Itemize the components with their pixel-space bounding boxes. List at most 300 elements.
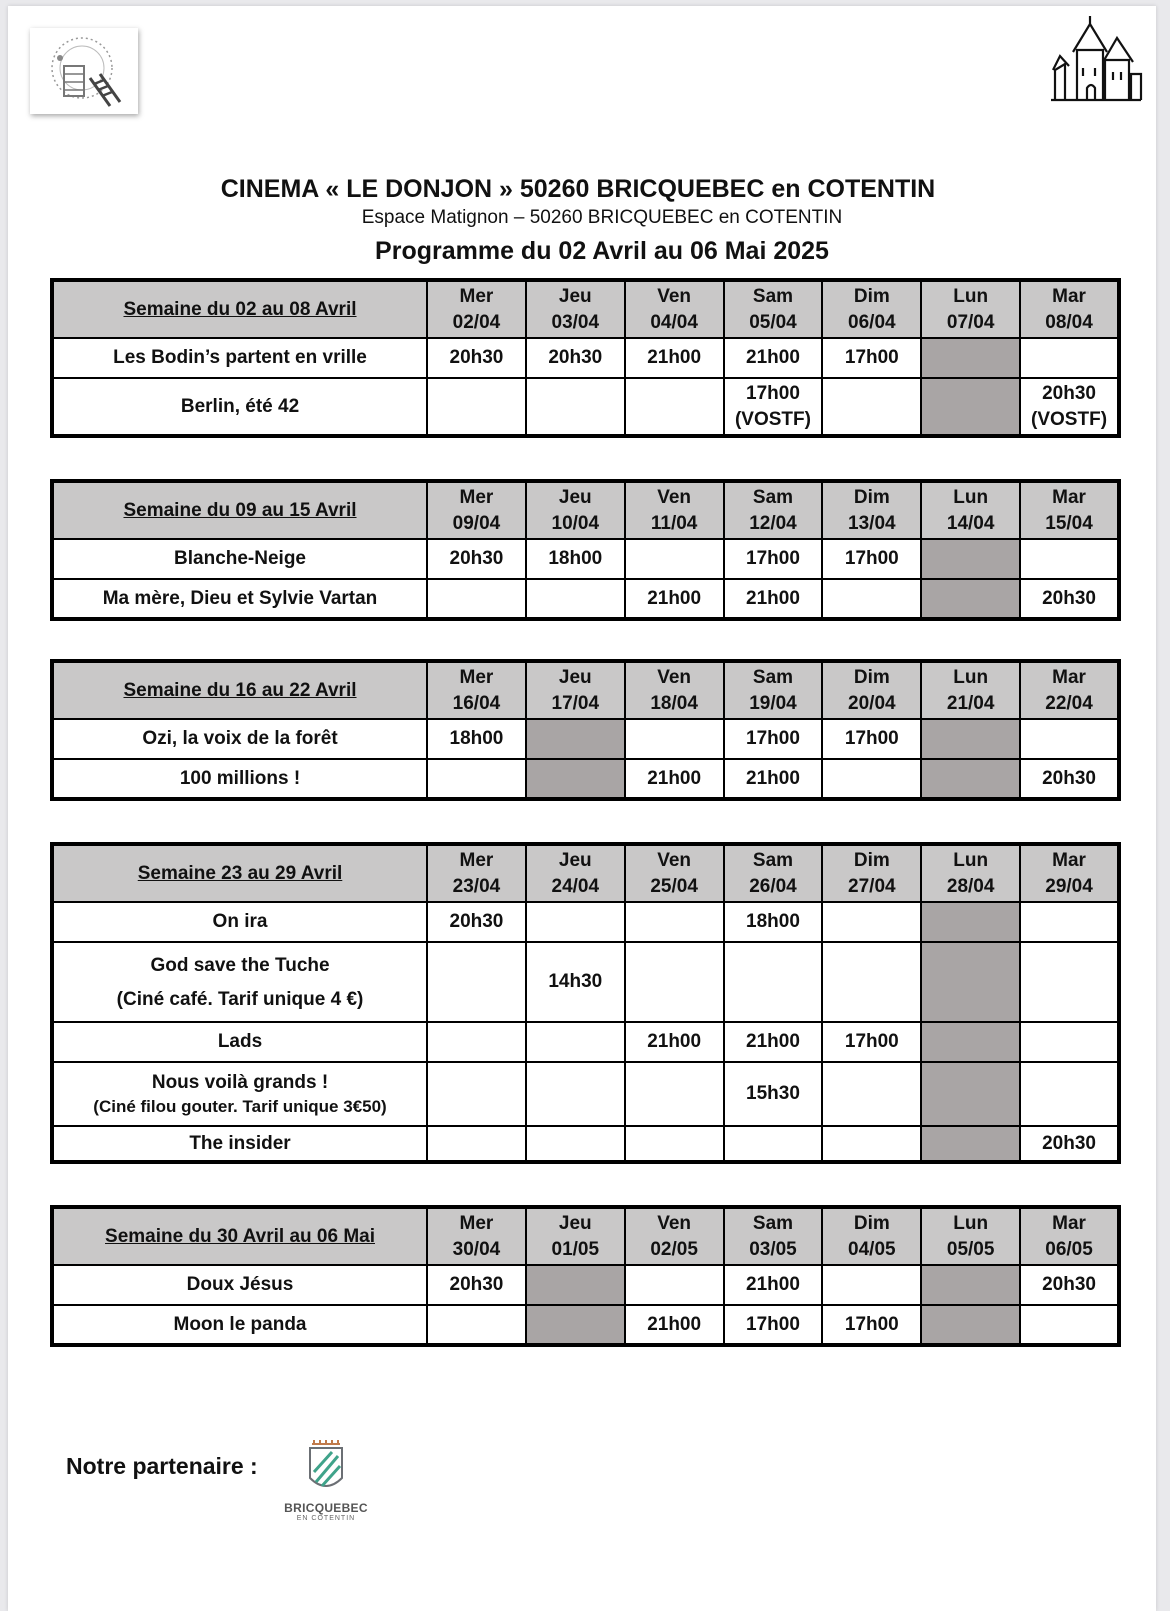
day-header [427,844,526,902]
showtime-cell [724,942,823,1022]
showtime-cell [526,902,625,942]
showtime-cell [427,942,526,1022]
showtime-cell [1020,1126,1119,1162]
showtime-cell [822,1305,921,1345]
day-date: 03/04 [551,311,600,333]
showtime-cell [427,902,526,942]
day-header [921,844,1020,902]
showtime: 20h30 [449,1274,504,1295]
showtime: 20h30 [449,347,504,368]
day-header [724,661,823,719]
day-name: Lun [953,849,989,871]
film-title: On ira [212,911,268,932]
film-cell [52,1265,427,1305]
film-row [52,539,1119,579]
film-title: 100 millions ! [179,767,301,789]
showtime: 14h30 [548,971,603,992]
showtime-cell [724,1265,823,1305]
day-header [427,1207,526,1265]
schedule-page [8,6,1156,1611]
day-header [921,280,1020,338]
film-row [52,719,1119,759]
showtime: 17h00 [746,1313,800,1335]
day-name: Lun [953,486,989,508]
film-cell [52,579,427,619]
day-header [822,1207,921,1265]
showtime: 21h00 [647,347,702,368]
film-row [52,579,1119,619]
day-header [1020,481,1119,539]
showtime-cell [921,1305,1020,1345]
showtime-cell [526,579,625,619]
day-name: Mar [1052,849,1086,871]
showtime-cell [822,902,921,942]
showtime-cell [921,579,1020,619]
day-date: 20/04 [848,692,896,714]
day-date: 21/04 [946,692,995,714]
day-date: 06/04 [848,311,896,333]
showtime-cell [1020,1062,1119,1126]
showtime: 17h00 [746,382,800,404]
page-title: CINEMA « LE DONJON » 50260 BRICQUEBEC en COTENTIN [220,175,936,203]
showtime-cell [921,1126,1020,1162]
showtime-cell [625,1062,724,1126]
showtime: 20h30 [449,548,504,569]
showtime-cell [526,1305,625,1345]
showtime-cell [625,1265,724,1305]
showtime-cell [724,759,823,799]
day-date: 02/04 [452,311,501,333]
showtime-cell [724,338,823,378]
showtime: 20h30 [449,911,504,932]
film-title: Ma mère, Dieu et Sylvie Vartan [102,587,378,609]
day-name: Mar [1052,1212,1086,1234]
film-row [52,1265,1119,1305]
day-name: Dim [853,666,890,688]
day-date: 17/04 [551,692,600,714]
day-name: Sam [752,285,794,307]
castle-icon [1043,14,1149,106]
day-name: Mer [459,666,494,688]
film-cell [52,378,427,436]
week-table [50,278,1121,438]
showtime-cell [724,1126,823,1162]
week-label [52,844,427,902]
day-header [724,280,823,338]
day-header [822,280,921,338]
film-title: Ozi, la voix de la forêt [142,728,338,749]
showtime-cell [1020,902,1119,942]
week-label [52,661,427,719]
showtime: 18h00 [746,911,800,932]
day-date: 09/04 [452,512,501,534]
showtime: 17h00 [844,1313,899,1335]
showtime-cell [526,1062,625,1126]
showtime: 21h00 [746,767,800,789]
showtime-cell [1020,942,1119,1022]
film-row [52,1022,1119,1062]
film-row [52,759,1119,799]
showtime: 18h00 [449,728,504,749]
showtime: 21h00 [647,1031,702,1052]
bricquebec-emblem-icon [304,1438,348,1494]
day-name: Dim [853,849,890,871]
showtime-cell [822,579,921,619]
showtime: 20h30 [1042,1274,1096,1295]
showtime-cell [724,719,823,759]
film-title: Berlin, été 42 [180,395,300,417]
film-row [52,1305,1119,1345]
film-cell [52,1126,427,1162]
film-cell [52,338,427,378]
showtime-cell [822,378,921,436]
day-date: 14/04 [946,512,995,534]
showtime-cell [625,902,724,942]
partner-logo [276,1438,376,1528]
showtime-cell [427,1022,526,1062]
day-header [526,1207,625,1265]
showtime-cell [427,338,526,378]
showtime-cell [822,539,921,579]
showtime-cell [822,1022,921,1062]
showtime-cell [526,539,625,579]
day-header [724,844,823,902]
day-date: 18/04 [650,692,698,714]
showtime-cell [1020,719,1119,759]
showtime-cell [822,1062,921,1126]
day-name: Sam [752,666,794,688]
day-name: Mar [1052,285,1086,307]
day-date: 11/04 [650,512,698,534]
showtime-cell [921,1062,1020,1126]
castle-drawing [1043,14,1149,106]
day-date: 01/05 [551,1238,600,1260]
week-header-row [52,661,1119,719]
day-header [526,661,625,719]
showtime: 20h30 [548,347,603,368]
showtime-cell [526,1265,625,1305]
showtime-cell [822,759,921,799]
day-header [625,481,724,539]
showtime-cell [427,1126,526,1162]
week-table [50,659,1121,801]
day-name: Ven [657,486,692,508]
day-header [822,661,921,719]
day-name: Mar [1052,486,1086,508]
showtime: 17h00 [746,548,800,569]
film-title: Les Bodin’s partent en vrille [113,347,367,368]
day-date: 23/04 [452,875,501,897]
partner-label: Notre partenaire : [66,1453,258,1479]
day-name: Lun [953,1212,989,1234]
day-date: 12/04 [749,512,797,534]
showtime: 20h30 [1042,767,1096,789]
showtime-cell [1020,579,1119,619]
showtime-cell [921,1265,1020,1305]
showtime: (VOSTF) [734,408,811,430]
day-header [427,661,526,719]
day-header [625,1207,724,1265]
day-name: Sam [752,1212,794,1234]
day-name: Ven [657,285,692,307]
film-cell [52,902,427,942]
showtime-cell [625,338,724,378]
showtime-cell [1020,1305,1119,1345]
film-row [52,1062,1119,1126]
showtime-cell [724,1062,823,1126]
film-cell [52,942,427,1022]
day-date: 08/04 [1045,311,1093,333]
showtime-cell [921,338,1020,378]
day-name: Ven [657,1212,692,1234]
day-date: 30/04 [452,1238,501,1260]
showtime: 17h00 [844,548,899,569]
film-note: (Ciné filou gouter. Tarif unique 3€50) [93,1097,387,1116]
showtime-cell [625,1305,724,1345]
day-header [1020,661,1119,719]
showtime-cell [822,1126,921,1162]
day-date: 04/04 [650,311,698,333]
day-header [921,1207,1020,1265]
week-table [50,479,1121,621]
showtime-cell [427,1062,526,1126]
day-name: Mer [459,1212,494,1234]
showtime-cell [921,759,1020,799]
showtime: 17h00 [844,347,899,368]
showtime-cell [921,378,1020,436]
showtime-cell [526,1126,625,1162]
day-name: Jeu [558,486,592,508]
showtime: 21h00 [647,1313,702,1335]
day-header [1020,844,1119,902]
film-title: Blanche-Neige [174,548,306,569]
showtime-cell [1020,338,1119,378]
week-header-row [52,1207,1119,1265]
week-label-text: Semaine du 30 Avril au 06 Mai [105,1225,375,1247]
showtime-cell [724,378,823,436]
day-name: Jeu [558,849,592,871]
partner-subtitle: EN COTENTIN [296,1515,356,1522]
film-row [52,1126,1119,1162]
showtime-cell [427,719,526,759]
day-date: 02/05 [650,1238,698,1260]
showtime-cell [625,579,724,619]
showtime-cell [921,539,1020,579]
film-row [52,942,1119,1022]
day-header [526,481,625,539]
showtime-cell [625,942,724,1022]
day-name: Sam [752,486,794,508]
week-label [52,1207,427,1265]
showtime: 21h00 [647,587,702,609]
partner-name: BRICQUEBEC [284,1501,368,1515]
showtime-cell [427,1265,526,1305]
showtime-cell [526,942,625,1022]
showtime-cell [427,539,526,579]
day-name: Jeu [558,666,592,688]
showtime-cell [822,1265,921,1305]
day-header [724,1207,823,1265]
showtime: 18h00 [548,548,603,569]
showtime-cell [427,1305,526,1345]
day-name: Lun [953,666,989,688]
showtime-cell [625,539,724,579]
film-cell [52,719,427,759]
showtime-cell [625,378,724,436]
showtime-cell [1020,759,1119,799]
day-date: 15/04 [1045,512,1093,534]
day-date: 07/04 [946,311,995,333]
film-title: Lads [217,1031,263,1052]
day-date: 26/04 [749,875,797,897]
showtime: 20h30 [1042,382,1096,404]
day-date: 05/05 [946,1238,995,1260]
showtime-cell [921,1022,1020,1062]
showtime-cell [921,719,1020,759]
week-label-text: Semaine du 16 au 22 Avril [123,679,357,701]
showtime: 21h00 [647,767,702,789]
day-header [1020,280,1119,338]
day-date: 05/04 [749,311,797,333]
showtime: 17h00 [746,728,800,749]
day-date: 24/04 [551,875,600,897]
week-label [52,481,427,539]
showtime: 21h00 [746,347,800,368]
showtime-cell [427,579,526,619]
showtime-cell [1020,1265,1119,1305]
day-date: 06/05 [1045,1238,1093,1260]
day-date: 16/04 [452,692,501,714]
day-header [822,481,921,539]
showtime-cell [625,1022,724,1062]
week-label-text: Semaine 23 au 29 Avril [137,862,343,884]
day-date: 03/05 [749,1238,797,1260]
day-date: 28/04 [946,875,995,897]
day-date: 22/04 [1045,692,1093,714]
showtime: 17h00 [844,728,899,749]
showtime-cell [822,942,921,1022]
week-label [52,280,427,338]
week-label-text: Semaine du 02 au 08 Avril [123,298,357,320]
week-table [50,842,1121,1164]
day-date: 04/05 [848,1238,896,1260]
showtime-cell [724,539,823,579]
showtime-cell [625,719,724,759]
showtime-cell [427,378,526,436]
film-note: (Ciné café. Tarif unique 4 €) [116,989,364,1010]
day-header [625,844,724,902]
day-header [822,844,921,902]
week-table [50,1205,1121,1347]
showtime-cell [526,719,625,759]
film-ladder-icon [30,28,138,114]
film-title: Doux Jésus [186,1274,294,1295]
showtime-cell [724,1022,823,1062]
showtime-cell [724,1305,823,1345]
showtime-cell [1020,539,1119,579]
day-name: Mer [459,285,494,307]
film-title: Moon le panda [173,1313,307,1335]
day-date: 13/04 [848,512,896,534]
programme-dates: Programme du 02 Avril au 06 Mai 2025 [375,237,829,265]
day-date: 10/04 [551,512,600,534]
day-name: Dim [853,1212,890,1234]
film-row [52,378,1119,436]
film-row [52,902,1119,942]
day-date: 27/04 [848,875,896,897]
day-name: Sam [752,849,794,871]
film-title: God save the Tuche [150,955,330,976]
showtime-cell [724,902,823,942]
day-name: Mer [459,486,494,508]
showtime-cell [526,378,625,436]
day-header [625,661,724,719]
day-header [1020,1207,1119,1265]
day-name: Mer [459,849,494,871]
day-header [625,280,724,338]
day-header [526,844,625,902]
showtime-cell [625,759,724,799]
film-cell [52,1062,427,1126]
showtime-cell [526,1022,625,1062]
showtime-cell [625,1126,724,1162]
week-header-row [52,481,1119,539]
film-cell [52,1022,427,1062]
day-header [427,481,526,539]
day-header [724,481,823,539]
day-name: Dim [853,486,890,508]
film-cell [52,759,427,799]
showtime-cell [1020,1022,1119,1062]
day-header [921,661,1020,719]
showtime-cell [822,719,921,759]
film-cell [52,539,427,579]
showtime-cell [921,902,1020,942]
day-name: Mar [1052,666,1086,688]
showtime: 15h30 [746,1083,800,1104]
showtime-cell [724,579,823,619]
page-header [8,174,1156,266]
film-row [52,338,1119,378]
film-title: Nous voilà grands ! [151,1072,329,1093]
week-header-row [52,280,1119,338]
showtime-cell [427,759,526,799]
cinema-address: Espace Matignon – 50260 BRICQUEBEC en COTENTIN [361,207,843,228]
day-name: Lun [953,285,989,307]
day-name: Ven [657,666,692,688]
day-header [921,481,1020,539]
film-cell [52,1305,427,1345]
showtime: 21h00 [746,587,800,609]
day-name: Ven [657,849,692,871]
day-date: 25/04 [650,875,698,897]
showtime: 20h30 [1042,587,1096,609]
day-date: 29/04 [1045,875,1093,897]
day-name: Dim [853,285,890,307]
showtime-cell [921,942,1020,1022]
day-name: Jeu [558,1212,592,1234]
cinema-logo [30,28,138,114]
day-header [526,280,625,338]
showtime-cell [526,759,625,799]
showtime: 21h00 [746,1274,800,1295]
week-label-text: Semaine du 09 au 15 Avril [123,499,357,521]
showtime-cell [1020,378,1119,436]
day-name: Jeu [558,285,592,307]
day-date: 19/04 [749,692,797,714]
showtime: 17h00 [844,1031,899,1052]
film-title: The insider [189,1132,291,1154]
